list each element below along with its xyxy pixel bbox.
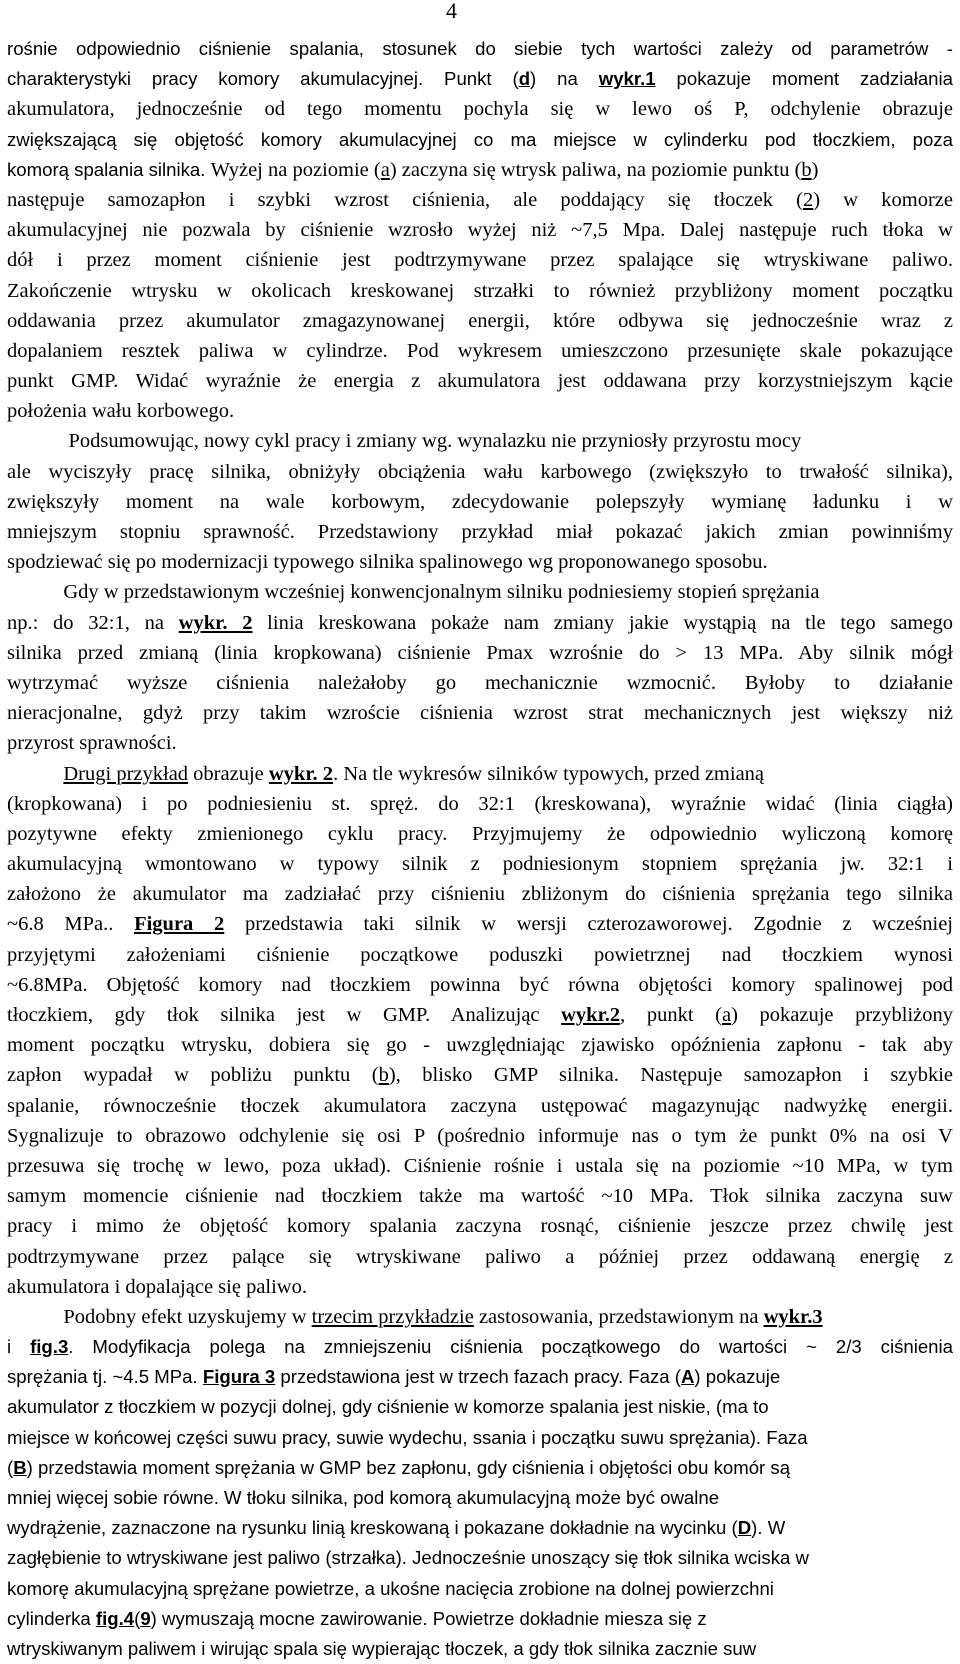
text-line: wytrzymać wyższe ciśnienia należałoby go mechanicznie wzmocnić. Byłoby to działanie xyxy=(7,671,953,694)
text-line: ~6.8 MPa.. Figura 2 przedstawia taki silnik w wersji czterozaworowej. Zgodnie z wcześniej xyxy=(7,913,953,936)
text-line: zapłon wypadał w pobliżu punktu (b), blisko GMP silnika. Następuje samozapłon i szybkie xyxy=(7,1064,953,1087)
text-line: Gdy w przedstawionym wcześniej konwencjonalnym silniku podniesiemy stopień sprężania xyxy=(7,581,820,604)
text-line: (kropkowana) i po podniesieniu st. spręż. do 32:1 (kreskowana), wyraźnie widać (linia ciągła) xyxy=(7,792,953,815)
text-line: moment początku wtrysku, dobiera się go - uwzględniając zjawisko opóźnienia zapłonu - tak aby xyxy=(7,1034,953,1057)
text-line: sprężania tj. ~4.5 MPa. Figura 3 przedstawiona jest w trzech fazach pracy. Faza (A) pokazuje xyxy=(7,1366,781,1388)
paragraph xyxy=(7,577,953,758)
text-line: (B) przedstawia moment sprężania w GMP bez zapłonu, gdy ciśnienia i objętości obu komór są xyxy=(7,1456,791,1478)
text-line: charakterystyki pracy komory akumulacyjnej. Punkt (d) na wykr.1 pokazuje moment zadziałania xyxy=(7,68,953,90)
text-line: Podobny efekt uzyskujemy w trzecim przykładzie zastosowania, przedstawionym na wykr.3 xyxy=(7,1305,823,1328)
text-line: zagłębienie to wtryskiwane jest paliwo (strzałka). Jednocześnie unoszący się tłok silnika wciska w xyxy=(7,1547,809,1569)
paragraph xyxy=(7,1302,953,1664)
text-line: rośnie odpowiednio ciśnienie spalania, stosunek do siebie tych wartości zależy od parametrów - xyxy=(7,38,953,59)
text-line: nieracjonalne, gdyż przy takim wzroście ciśnienia wzrost strat mechanicznych jest większy niż xyxy=(7,702,953,725)
text-line: przesuwa się trochę w lewo, poza układ). Ciśnienie rośnie i ustala się na poziomie ~10 MPa, w tym xyxy=(7,1154,953,1177)
text-line: akumulator z tłoczkiem w pozycji dolnej, gdy ciśnienie w komorze spalania jest niskie, (ma to xyxy=(7,1396,769,1418)
text-line: położenia wału korbowego. xyxy=(7,400,235,423)
text-line: spodziewać się po modernizacji typowego silnika spalinowego wg proponowanego sposobu. xyxy=(7,551,768,574)
text-line: mniejszym stopniu sprawność. Przedstawiony przykład miał pokazać jakich zmian powinniśmy xyxy=(7,521,953,543)
text-line: wydrążenie, zaznaczone na rysunku linią kreskowaną i pokazane dokładnie na wycinku (D). W xyxy=(7,1517,786,1539)
text-line: punkt GMP. Widać wyraźnie że energia z akumulatora jest oddawana przy korzystniejszym kącie xyxy=(7,370,953,393)
text-line: następuje samozapłon i szybki wzrost ciśnienia, ale poddający się tłoczek (2) w komorze xyxy=(7,188,953,211)
text-line: Podsumowując, nowy cykl pracy i zmiany wg. wynalazku nie przyniosły przyrostu mocy xyxy=(7,430,802,453)
text-line: oddawania przez akumulator zmagazynowanej energii, które odbywa się jednocześnie wraz z xyxy=(7,309,953,332)
paragraph xyxy=(7,426,953,577)
text-line: komorą spalania silnika. Wyżej na poziomie (a) zaczyna się wtrysk paliwa, na poziomie punktu (b) xyxy=(7,158,819,181)
text-line: zwiększającą się objętość komory akumulacyjnej co ma miejsce w cylinderku pod tłoczkiem, poza xyxy=(7,128,953,150)
text-line: miejsce w końcowej części suwu pracy, suwie wydechu, ssania i początku suwu sprężania). Faza xyxy=(7,1426,808,1448)
paragraph xyxy=(7,759,953,1302)
text-line: cylinderka fig.4(9) wymuszają mocne zawirowanie. Powietrze dokładnie miesza się z xyxy=(7,1607,707,1629)
text-line: ale wyciszyły pracę silnika, obniżyły obciążenia wału karbowego (zwiększyło to trwałość silnika), xyxy=(7,460,953,483)
text-line: samym momencie ciśnienie nad tłoczkiem także ma wartość ~10 MPa. Tłok silnika zaczyna suw xyxy=(7,1185,953,1208)
text-line: pozytywne efekty zmienionego cyklu pracy. Przyjmujemy że odpowiednio wyliczoną komorę xyxy=(7,822,953,845)
document-body xyxy=(7,34,953,1664)
page-number: 4 xyxy=(446,0,457,23)
text-line: Sygnalizuje to obrazowo odchylenie się osi P (pośrednio informuje nas o tym że punkt 0% na osi V xyxy=(7,1124,953,1147)
text-line: akumulacyjną wmontowano w typowy silnik z podniesionym stopniem sprężania jw. 32:1 i xyxy=(7,853,953,876)
text-line: akumulatora, jednocześnie od tego momentu pochyla się w lewo oś P, odchylenie obrazuje xyxy=(7,98,953,121)
text-line: ~6.8MPa. Objętość komory nad tłoczkiem powinna być równa objętości komory spalinowej pod xyxy=(7,973,953,996)
text-line: Drugi przykład obrazuje wykr. 2. Na tle wykresów silników typowych, przed zmianą xyxy=(63,762,765,785)
text-line: komorę akumulacyjną sprężane powietrze, a ukośne nacięcia zrobione na dolnej powierzchni xyxy=(7,1577,774,1599)
paragraph xyxy=(7,34,953,426)
text-line: przyjętymi założeniami ciśnienie początkowe poduszki powietrznej nad tłoczkiem wynosi xyxy=(7,943,953,966)
text-line: spalanie, równocześnie tłoczek akumulatora zaczyna ustępować magazynując nadwyżkę energii. xyxy=(7,1094,953,1117)
text-line: mniej więcej sobie równe. W tłoku silnika, pod komorą akumulacyjną może być owalne xyxy=(7,1487,720,1508)
text-line: i fig.3. Modyfikacja polega na zmniejszeniu ciśnienia początkowego do wartości ~ 2/3 ciśnienia xyxy=(7,1336,953,1358)
text-line: dopalaniem resztek paliwa w cylindrze. Pod wykresem umieszczono przesunięte skale pokazujące xyxy=(7,339,953,362)
text-line: pracy i mimo że objętość komory spalania zaczyna rosnąć, ciśnienie jeszcze przez chwilę jest xyxy=(7,1215,953,1238)
text-line: założono że akumulator ma zadziałać przy ciśnieniu zbliżonym do ciśnienia sprężania tego silnika xyxy=(7,883,953,906)
text-line: akumulatora i dopalające się paliwo. xyxy=(7,1275,307,1298)
text-line: zwiększyły moment na wale korbowym, zdecydowanie polepszyły wymianę ładunku i w xyxy=(7,490,953,513)
text-line: podtrzymywane przez palące się wtryskiwane paliwo a później przez oddawaną energię z xyxy=(7,1245,953,1268)
text-line: silnika przed zmianą (linia kropkowana) ciśnienie Pmax wzrośnie do > 13 MPa. Aby silnik mógł xyxy=(7,641,953,664)
text-line: przyrost sprawności. xyxy=(7,732,177,755)
text-line: Zakończenie wtrysku w okolicach kreskowanej strzałki to również przybliżony moment początku xyxy=(7,279,953,302)
text-line: akumulacyjnej nie pozwala by ciśnienie wzrosło wyżej niż ~7,5 Mpa. Dalej następuje ruch tłoka w xyxy=(7,219,953,242)
text-line: wtryskiwanym paliwem i wirując spala się wypierając tłoczek, a gdy tłok silnika zacznie suw xyxy=(7,1637,757,1659)
text-line: np.: do 32:1, na wykr. 2 linia kreskowana pokaże nam zmiany jakie wystąpią na tle tego samego xyxy=(7,611,953,634)
text-line: dół i przez moment ciśnienie jest podtrzymywane przez spalające się wtryskiwane paliwo. xyxy=(7,249,953,272)
text-line: tłoczkiem, gdy tłok silnika jest w GMP. Analizując wykr.2, punkt (a) pokazuje przybliżony xyxy=(7,1004,953,1026)
